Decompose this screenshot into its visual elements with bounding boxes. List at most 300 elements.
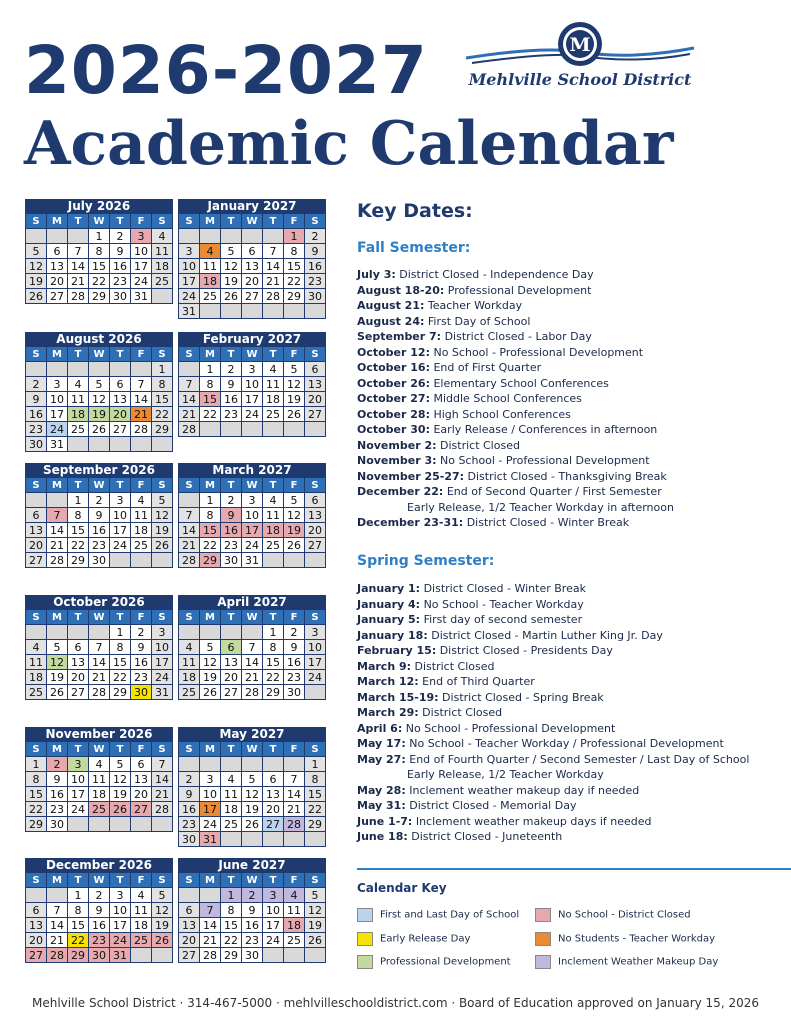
empty-day	[242, 229, 263, 244]
calendar-day: 7	[152, 757, 173, 772]
calendar-day: 19	[152, 918, 173, 933]
calendar-day: 4	[131, 493, 152, 508]
calendar-day: 15	[305, 787, 326, 802]
calendar-day: 1	[305, 757, 326, 772]
calendar-day: 28	[200, 948, 221, 963]
calendar-day: 4	[263, 362, 284, 377]
key-date-item	[357, 314, 777, 330]
key-date-item	[357, 469, 777, 485]
weekday-header: T	[221, 742, 242, 757]
key-date-label: May 27:	[357, 752, 406, 766]
calendar-day: 21	[200, 933, 221, 948]
weekday-header: T	[68, 478, 89, 493]
weekday-header: S	[179, 873, 200, 888]
empty-day	[152, 948, 173, 963]
calendar-day: 10	[110, 508, 131, 523]
weekday-header: M	[200, 478, 221, 493]
calendar-day: 27	[68, 685, 89, 700]
calendar-day: 31	[179, 304, 200, 319]
calendar-day: 2	[179, 772, 200, 787]
calendar-day: 10	[152, 640, 173, 655]
key-date-description: Elementary School Conferences	[429, 376, 609, 390]
weekday-header: S	[26, 610, 47, 625]
calendar-day: 17	[200, 802, 221, 817]
calendar-day: 10	[47, 392, 68, 407]
calendar-day: 16	[89, 523, 110, 538]
calendar-day: 3	[200, 772, 221, 787]
calendar-day: 4	[200, 244, 221, 259]
weekday-header: F	[284, 347, 305, 362]
calendar-key-label: Professional Development	[380, 956, 511, 968]
calendar-day: 21	[284, 802, 305, 817]
month-title: May 2027	[178, 727, 326, 741]
key-date-item	[357, 391, 777, 407]
empty-day	[179, 757, 200, 772]
empty-day	[284, 553, 305, 568]
calendar-day: 3	[305, 625, 326, 640]
fall-semester-title: Fall Semester:	[357, 240, 471, 256]
calendar-day: 15	[263, 655, 284, 670]
calendar-day: 29	[26, 817, 47, 832]
calendar-day: 28	[263, 289, 284, 304]
calendar-day: 16	[47, 787, 68, 802]
empty-day	[284, 757, 305, 772]
key-date-label: October 27:	[357, 392, 430, 405]
calendar-day: 25	[179, 685, 200, 700]
empty-day	[221, 229, 242, 244]
key-date-label: August 24:	[357, 314, 425, 328]
month-title: March 2027	[178, 463, 326, 477]
key-date-label: March 9:	[357, 659, 412, 673]
calendar-day: 1	[221, 888, 242, 903]
calendar-day: 12	[110, 772, 131, 787]
weekday-header: S	[305, 742, 326, 757]
calendar-day: 26	[221, 289, 242, 304]
title-years: 2026-2027	[24, 32, 428, 109]
key-date-label: October 26:	[357, 376, 430, 390]
calendar-day: 6	[110, 377, 131, 392]
calendar-day: 21	[152, 787, 173, 802]
key-date-item	[357, 438, 777, 454]
key-date-item	[357, 376, 777, 392]
empty-day	[305, 948, 326, 963]
calendar-day: 20	[26, 933, 47, 948]
calendar-day: 22	[305, 802, 326, 817]
calendar-day: 8	[110, 640, 131, 655]
calendar-day: 8	[152, 377, 173, 392]
key-date-description: End of Fourth Quarter / Second Semester / Last Day of School	[405, 752, 750, 766]
calendar-day: 6	[26, 508, 47, 523]
empty-day	[305, 832, 326, 847]
calendar-day: 23	[179, 817, 200, 832]
calendar-day: 14	[131, 392, 152, 407]
spring-dates-list	[357, 581, 777, 845]
calendar-day: 1	[68, 888, 89, 903]
key-date-description: District Closed - Independence Day	[395, 268, 594, 281]
key-date-description: Early Release / Conferences in afternoon	[429, 423, 658, 436]
weekday-header: M	[47, 214, 68, 229]
calendar-day: 31	[242, 553, 263, 568]
empty-day	[200, 888, 221, 903]
calendar-day: 7	[47, 903, 68, 918]
key-date-description: District Closed - Juneteenth	[407, 830, 563, 843]
key-date-item	[357, 597, 777, 613]
empty-day	[131, 553, 152, 568]
calendar-day: 12	[26, 259, 47, 274]
calendar-day: 3	[242, 493, 263, 508]
weekday-header: S	[179, 742, 200, 757]
calendar-day: 25	[263, 538, 284, 553]
key-date-item	[357, 721, 777, 737]
calendar-day: 9	[305, 244, 326, 259]
calendar-day: 21	[263, 274, 284, 289]
calendar-day: 14	[200, 918, 221, 933]
calendar-key-label: No Students - Teacher Workday	[558, 933, 716, 945]
key-date-item	[357, 453, 777, 469]
calendar-day: 18	[263, 523, 284, 538]
empty-day	[26, 493, 47, 508]
calendar-day: 5	[200, 640, 221, 655]
calendar-day: 24	[47, 422, 68, 437]
month-title: August 2026	[25, 332, 173, 346]
calendar-day: 28	[242, 685, 263, 700]
empty-day	[284, 948, 305, 963]
weekday-header: F	[131, 347, 152, 362]
calendar-day: 22	[89, 274, 110, 289]
calendar-day: 29	[152, 422, 173, 437]
calendar-day: 30	[221, 553, 242, 568]
key-date-description: District Closed - Winter Break	[420, 582, 586, 595]
key-date-label: May 31:	[357, 799, 406, 812]
calendar-day: 12	[47, 655, 68, 670]
calendar-day: 20	[179, 933, 200, 948]
weekday-header: W	[89, 610, 110, 625]
weekday-header: T	[68, 873, 89, 888]
calendar-day: 22	[152, 407, 173, 422]
calendar-day: 6	[47, 244, 68, 259]
calendar-day: 6	[263, 772, 284, 787]
empty-day	[68, 625, 89, 640]
calendar-day: 7	[89, 640, 110, 655]
calendar-day: 8	[68, 508, 89, 523]
calendar-day: 16	[221, 392, 242, 407]
calendar-day: 13	[305, 377, 326, 392]
key-date-label: April 6:	[357, 721, 403, 735]
calendar-day: 25	[68, 422, 89, 437]
calendar-day: 31	[131, 289, 152, 304]
weekday-header: T	[263, 742, 284, 757]
calendar-day: 24	[242, 538, 263, 553]
key-date-item	[357, 659, 777, 675]
calendar-day: 4	[68, 377, 89, 392]
calendar-day: 20	[131, 787, 152, 802]
calendar-day: 25	[152, 274, 173, 289]
calendar-day: 17	[179, 274, 200, 289]
calendar-day: 17	[242, 392, 263, 407]
calendar-day: 5	[221, 244, 242, 259]
calendar-day: 20	[263, 802, 284, 817]
key-date-description: District Closed - Memorial Day	[405, 799, 577, 812]
key-date-item	[357, 752, 777, 768]
weekday-header: S	[305, 347, 326, 362]
key-date-item	[357, 360, 777, 376]
calendar-day: 9	[242, 903, 263, 918]
calendar-day: 8	[89, 244, 110, 259]
calendar-day: 13	[131, 772, 152, 787]
calendar-day: 20	[221, 670, 242, 685]
calendar-day: 14	[284, 787, 305, 802]
weekday-header: T	[221, 873, 242, 888]
calendar-day: 16	[221, 523, 242, 538]
calendar-day: 7	[179, 377, 200, 392]
calendar-key-label: Inclement Weather Makeup Day	[558, 956, 719, 968]
calendar-day: 1	[110, 625, 131, 640]
calendar-day: 23	[242, 933, 263, 948]
calendar-day: 8	[200, 377, 221, 392]
color-swatch	[357, 932, 373, 946]
key-date-label: January 1:	[357, 582, 421, 595]
calendar-day: 7	[68, 244, 89, 259]
weekday-header: S	[152, 610, 173, 625]
calendar-day: 11	[284, 903, 305, 918]
key-date-label: August 21:	[357, 299, 425, 312]
weekday-header: W	[89, 214, 110, 229]
empty-day	[47, 362, 68, 377]
key-date-description: District Closed	[418, 706, 503, 719]
key-date-description: District Closed - Labor Day	[441, 330, 592, 343]
weekday-header: M	[200, 873, 221, 888]
weekday-header: S	[26, 347, 47, 362]
calendar-day: 1	[26, 757, 47, 772]
empty-day	[200, 625, 221, 640]
calendar-day: 29	[221, 948, 242, 963]
calendar-day: 2	[284, 625, 305, 640]
calendar-day: 17	[305, 655, 326, 670]
empty-day	[47, 229, 68, 244]
month-title: December 2026	[25, 858, 173, 872]
calendar-day: 17	[242, 523, 263, 538]
calendar-day: 16	[242, 918, 263, 933]
empty-day	[152, 553, 173, 568]
calendar-day: 29	[68, 553, 89, 568]
empty-day	[179, 362, 200, 377]
empty-day	[200, 757, 221, 772]
weekday-header: W	[89, 347, 110, 362]
key-date-description: End of Third Quarter	[418, 675, 535, 688]
empty-day	[263, 229, 284, 244]
key-date-label: September 7:	[357, 330, 442, 343]
calendar-day: 27	[26, 948, 47, 963]
weekday-header: M	[47, 347, 68, 362]
calendar-day: 30	[242, 948, 263, 963]
empty-day	[200, 422, 221, 437]
calendar-day: 21	[68, 274, 89, 289]
calendar-day: 27	[305, 538, 326, 553]
calendar-day: 24	[110, 538, 131, 553]
weekday-header: S	[305, 610, 326, 625]
empty-day	[179, 888, 200, 903]
key-date-label: December 23-31:	[357, 516, 464, 529]
calendar-day: 22	[26, 802, 47, 817]
key-date-item	[357, 283, 777, 299]
key-date-label: June 1-7:	[357, 814, 413, 828]
calendar-day: 28	[284, 817, 305, 832]
weekday-header: T	[221, 478, 242, 493]
key-date-label: December 22:	[357, 485, 444, 498]
key-date-item	[357, 345, 777, 361]
key-date-description: District Closed	[411, 659, 495, 673]
calendar-day: 19	[221, 274, 242, 289]
calendar-day: 1	[200, 362, 221, 377]
key-date-description: District Closed - Spring Break	[438, 690, 604, 704]
calendar-day: 1	[68, 493, 89, 508]
calendar-day: 19	[242, 802, 263, 817]
weekday-header: M	[200, 610, 221, 625]
key-date-label: October 30:	[357, 423, 430, 436]
calendar-day: 29	[68, 948, 89, 963]
key-date-label: November 3:	[357, 454, 437, 467]
key-dates-title: Key Dates:	[357, 200, 473, 222]
calendar-day: 23	[89, 538, 110, 553]
calendar-key-item	[535, 955, 718, 969]
key-date-label: August 18-20:	[357, 283, 445, 297]
calendar-day: 11	[131, 903, 152, 918]
calendar-day: 18	[89, 787, 110, 802]
calendar-day: 19	[47, 670, 68, 685]
calendar-day: 8	[68, 903, 89, 918]
calendar-day: 22	[221, 933, 242, 948]
empty-day	[26, 362, 47, 377]
calendar-day: 3	[47, 377, 68, 392]
calendar-day: 12	[305, 903, 326, 918]
key-date-item	[357, 736, 777, 752]
calendar-day: 17	[263, 918, 284, 933]
calendar-day: 10	[131, 244, 152, 259]
weekday-header: S	[26, 478, 47, 493]
calendar-day: 5	[242, 772, 263, 787]
calendar-day: 24	[131, 274, 152, 289]
calendar-day: 2	[89, 493, 110, 508]
month-title: October 2026	[25, 595, 173, 609]
weekday-header: W	[89, 873, 110, 888]
empty-day	[263, 948, 284, 963]
calendar-day: 17	[131, 259, 152, 274]
weekday-header: T	[110, 873, 131, 888]
empty-day	[242, 625, 263, 640]
calendar-day: 28	[179, 553, 200, 568]
calendar-day: 26	[89, 422, 110, 437]
calendar-day: 26	[200, 685, 221, 700]
month-calendar	[25, 858, 173, 963]
calendar-day: 15	[200, 523, 221, 538]
calendar-day: 14	[68, 259, 89, 274]
calendar-day: 23	[131, 670, 152, 685]
calendar-day: 25	[263, 407, 284, 422]
calendar-day: 18	[26, 670, 47, 685]
district-logo	[462, 18, 698, 98]
calendar-day: 21	[242, 670, 263, 685]
calendar-day: 11	[221, 787, 242, 802]
weekday-header: F	[131, 610, 152, 625]
empty-day	[26, 229, 47, 244]
calendar-day: 19	[26, 274, 47, 289]
key-date-label: October 28:	[357, 407, 430, 421]
key-date-item	[357, 484, 777, 500]
calendar-day: 11	[263, 508, 284, 523]
weekday-header: T	[263, 214, 284, 229]
calendar-day: 4	[221, 772, 242, 787]
calendar-key-label: No School - District Closed	[558, 909, 691, 921]
key-date-description: High School Conferences	[429, 407, 571, 421]
calendar-day: 26	[26, 289, 47, 304]
key-date-item	[357, 829, 777, 845]
calendar-day: 29	[305, 817, 326, 832]
weekday-header: M	[200, 742, 221, 757]
calendar-day: 25	[131, 538, 152, 553]
weekday-header: S	[152, 742, 173, 757]
calendar-day: 26	[110, 802, 131, 817]
weekday-header: T	[263, 478, 284, 493]
empty-day	[263, 757, 284, 772]
calendar-key-item	[357, 932, 470, 946]
calendar-day: 23	[47, 802, 68, 817]
calendar-day: 21	[131, 407, 152, 422]
divider	[357, 868, 791, 870]
empty-day	[26, 888, 47, 903]
calendar-day: 15	[110, 655, 131, 670]
calendar-day: 22	[110, 670, 131, 685]
calendar-day: 11	[179, 655, 200, 670]
calendar-day: 8	[284, 244, 305, 259]
calendar-day: 14	[152, 772, 173, 787]
weekday-header: T	[221, 610, 242, 625]
calendar-day: 29	[284, 289, 305, 304]
calendar-day: 15	[152, 392, 173, 407]
calendar-day: 29	[263, 685, 284, 700]
calendar-day: 9	[89, 903, 110, 918]
title-academic-calendar: Academic Calendar	[24, 109, 674, 179]
empty-day	[47, 493, 68, 508]
calendar-day: 5	[26, 244, 47, 259]
calendar-day: 20	[110, 407, 131, 422]
calendar-day: 5	[152, 888, 173, 903]
color-swatch	[357, 955, 373, 969]
calendar-day: 8	[221, 903, 242, 918]
calendar-day: 18	[263, 392, 284, 407]
weekday-header: T	[68, 347, 89, 362]
empty-day	[47, 888, 68, 903]
calendar-day: 13	[242, 259, 263, 274]
calendar-day: 22	[263, 670, 284, 685]
weekday-header: T	[110, 742, 131, 757]
calendar-day: 28	[179, 422, 200, 437]
month-title: June 2027	[178, 858, 326, 872]
logo-emblem-icon	[462, 18, 698, 70]
weekday-header: S	[305, 873, 326, 888]
calendar-day: 15	[26, 787, 47, 802]
calendar-day: 10	[263, 903, 284, 918]
calendar-day: 7	[179, 508, 200, 523]
calendar-day: 26	[152, 933, 173, 948]
calendar-day: 17	[110, 918, 131, 933]
calendar-day: 23	[284, 670, 305, 685]
weekday-header: S	[179, 610, 200, 625]
calendar-day: 27	[26, 553, 47, 568]
calendar-day: 16	[26, 407, 47, 422]
calendar-day: 12	[152, 903, 173, 918]
empty-day	[26, 625, 47, 640]
calendar-day: 3	[131, 229, 152, 244]
